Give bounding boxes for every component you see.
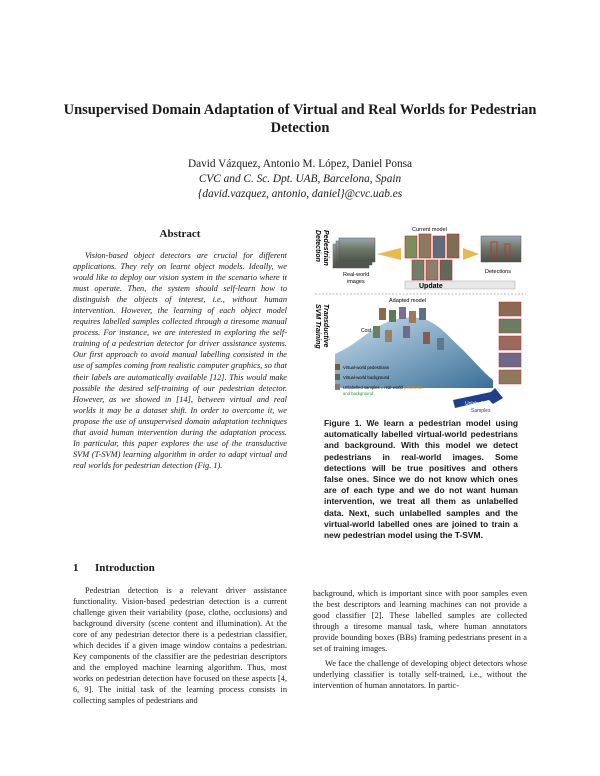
figure-1-diagram	[313, 222, 528, 420]
legend-item-3-b: pedestrian	[403, 385, 424, 390]
label-real-world: Real-world	[343, 272, 370, 278]
intro-paragraph-left: Pedestrian detection is a relevant driver assistance functionality. Vision-based pedestrian detection is a current challenge given their variability (pose, clothe, occlusions) and background diversity (scene content and illumination). At the core of any pedestrian detector there is a pedestrian classifier, which decides if a given image window contains a pedestrian. Key components of the classifier are the pedestrian descriptors and the employed machine learning algorithm. Thus, most works on pedestrian detection have focused on these aspects [4, 6, 9]. The initial task of the learning process consists in collecting samples of pedestrians and	[73, 586, 287, 706]
affiliation: CVC and C. Sc. Dpt. UAB, Barcelona, Spain	[198, 173, 402, 185]
author-block	[40, 157, 560, 202]
label-transductive: Transductive	[322, 304, 329, 348]
label-svm-training: SVM Training	[314, 304, 321, 349]
label-detection: Detection	[314, 230, 321, 262]
label-pedestrian: Pedestrian	[322, 230, 329, 266]
detections-image	[481, 236, 521, 262]
author-names: David Vázquez, Antonio M. López, Daniel Ponsa	[187, 158, 413, 170]
label-unlabelled: Unlabelled	[465, 401, 489, 407]
label-cost: Cost	[361, 328, 372, 334]
label-images: images	[347, 279, 365, 285]
legend-item-1: Virtual-world pedestrians	[343, 365, 390, 370]
unlabelled-crop-column	[499, 302, 521, 384]
figure-1	[313, 222, 528, 420]
legend-item-3-a: Unlabelled samples = real-world	[343, 385, 403, 390]
legend-item-3-c: and background	[343, 391, 374, 396]
label-adapted-model: Adapted model	[389, 298, 426, 304]
section-heading-introduction	[73, 562, 287, 574]
real-world-image-1	[339, 238, 375, 262]
label-current-model: Current model	[412, 227, 447, 233]
figure-1-caption: Figure 1. We learn a pedestrian model using automatically labelled virtual-world pedestrians and background. With this model we detect pedestrians in real-world images. Some detections will be true positives and others false ones. Since we do not know which ones are of each type and we do not want human intervention, we treat all them as unlabelled data. Next, such unlabelled samples and the virtual-world labelled ones are joined to train a new pedestrian model using the T-SVM.	[324, 418, 518, 541]
legend-item-2: Virtual-world background	[343, 375, 390, 380]
legend-swatch-2	[335, 374, 340, 380]
legend-swatch-1	[335, 364, 340, 370]
intro-paragraph-right-2: We face the challenge of developing object detectors whose underlying classifier is totally self-trained, i.e., without the intervention of human annotators. In partic-	[313, 659, 527, 691]
legend-swatch-3	[335, 384, 340, 390]
label-samples: Samples	[471, 408, 491, 414]
intro-text-right	[313, 588, 527, 691]
label-detections: Detections	[485, 269, 511, 275]
paper-title: Unsupervised Domain Adaptation of Virtual and Real Worlds for Pedestrian Detection	[63, 102, 537, 136]
section-title: Introduction	[95, 562, 155, 574]
intro-paragraph-right-1: background, which is important since with poor samples even the best descriptors and learning machines can not provide a good classifier [2]. These labelled samples are collected through a tiresome manual task, where human annotators provide bounding boxes (BBs) framing pedestrians present in a set of training images.	[313, 589, 527, 654]
abstract-heading: Abstract	[159, 228, 201, 240]
legend-item-3	[343, 385, 424, 390]
author-emails: {david.vazquez, antonio, daniel}@cvc.uab.es	[197, 188, 403, 200]
label-update: Update	[419, 283, 443, 290]
section-number: 1	[73, 562, 79, 574]
abstract-text: Vision-based object detectors are crucial for different applications. They rely on learnt object models. Ideally, we would like to deploy our vision system in the scenario where it must operate. Then, the system should self-learn how to distinguish the objects of interest, i.e., without human intervention. However, the learning of each object model requires labelled samples collected through a tiresome manual process. For instance, we are interested in exploring the self-training of a pedestrian detector for driver assistance systems. Our first approach to avoid manual labelling consisted in the use of samples coming from realistic computer graphics, so that their labels are automatically available [12]. This would make possible the desired self-training of our pedestrian detector. However, as we showed in [14], between virtual and real worlds it may be a dataset shift. In order to overcome it, we propose the use of unsupervised domain adaptation techniques that avoid human intervention during the adaptation process. In particular, this paper explores the use of the transductive SVM (T-SVM) learning algorithm in order to adapt virtual and real worlds for pedestrian detection (Fig. 1).	[73, 251, 287, 470]
